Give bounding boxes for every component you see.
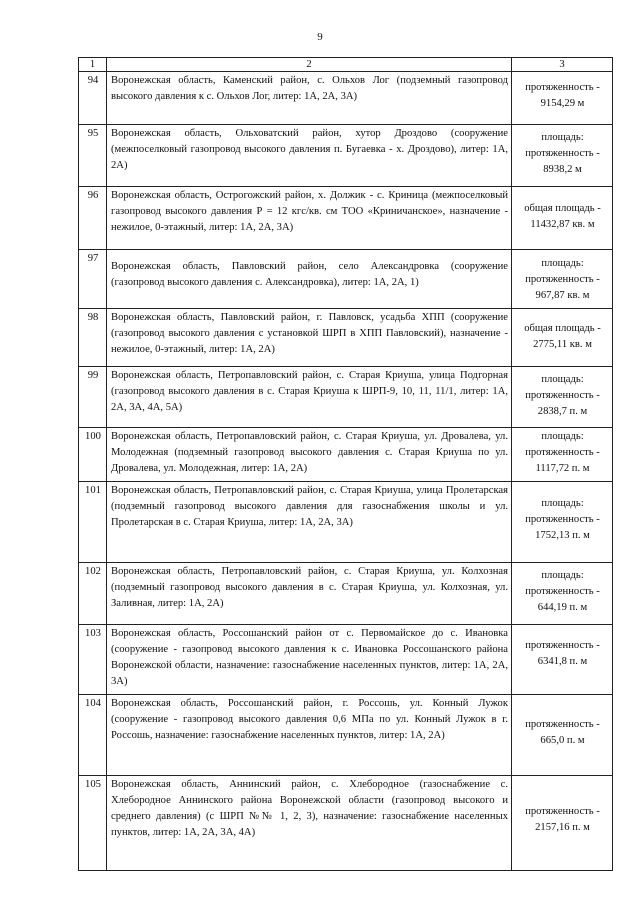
- measure-line: 644,19 п. м: [537, 602, 588, 613]
- table-header-row: [79, 58, 613, 72]
- row-number: 100: [79, 428, 107, 482]
- measure-line: протяженность -: [525, 274, 600, 285]
- row-number: 103: [79, 625, 107, 695]
- measure-line: площадь:: [541, 570, 584, 581]
- object-description: Воронежская область, Петропавловский район, с. Старая Криуша, ул. Дровалева, ул. Молодежная (подземный газопровод высокого давления с. Старая Криуша по ул. Дровалева, ул. Молодежная, литер: 1А, 2А): [107, 428, 512, 482]
- measure-line: протяженность -: [525, 390, 600, 401]
- object-measure: [512, 72, 613, 125]
- measure-line: протяженность -: [525, 640, 600, 651]
- table-row: [79, 309, 613, 367]
- table-row: [79, 428, 613, 482]
- object-measure: [512, 482, 613, 563]
- object-description: Воронежская область, Павловский район, село Александровка (сооружение (газопровод высокого давления с. Александровка), литер: 1А, 2А, 1): [107, 250, 512, 309]
- object-description: Воронежская область, Россошанский район от с. Первомайское до с. Ивановка (сооружение - газопровод высокого давления к с. Ивановка Россошанского района Воронежской области, назначение: газоснабжение населенных пунктов, литер: 1А, 2А, 3А): [107, 625, 512, 695]
- measure-line: протяженность -: [525, 719, 600, 730]
- column-header: 1: [79, 58, 107, 72]
- row-number: 99: [79, 367, 107, 428]
- table-row: [79, 367, 613, 428]
- measure-line: 665,0 п. м: [540, 735, 585, 746]
- object-measure: [512, 776, 613, 871]
- measure-line: протяженность -: [525, 586, 600, 597]
- object-measure: [512, 250, 613, 309]
- table-row: [79, 187, 613, 250]
- row-number: 98: [79, 309, 107, 367]
- measure-line: протяженность -: [525, 82, 600, 93]
- object-measure: [512, 563, 613, 625]
- measure-line: 9154,29 м: [540, 98, 585, 109]
- object-measure: [512, 187, 613, 250]
- row-number: 104: [79, 695, 107, 776]
- row-number: 105: [79, 776, 107, 871]
- object-description: Воронежская область, Петропавловский район, с. Старая Криуша, улица Пролетарская (подземный газопровод высокого давления для газоснабжения школы и ул. Пролетарская в с. Старая Криуша, литер: 1А, 2А, 3А): [107, 482, 512, 563]
- measure-line: общая площадь -: [524, 323, 601, 334]
- object-description: Воронежская область, Острогожский район, х. Должик - с. Криница (межпоселковый газопровод высокого давления Р = 12 кгс/кв. см ТОО «Криничанское», назначение - нежилое, 0-этажный, литер: 1А, 2А, 3А): [107, 187, 512, 250]
- measure-line: 1117,72 п. м: [535, 463, 590, 474]
- object-measure: [512, 625, 613, 695]
- object-measure: [512, 367, 613, 428]
- measure-line: 8938,2 м: [543, 164, 582, 175]
- object-measure: [512, 309, 613, 367]
- row-number: 102: [79, 563, 107, 625]
- row-number: 96: [79, 187, 107, 250]
- object-description: Воронежская область, Павловский район, г. Павловск, усадьба ХПП (сооружение (газопровод высокого давления с установкой ШРП в ХПП Павловский), назначение - нежилое, 0-этажный, литер: 1А, 2А): [107, 309, 512, 367]
- measure-line: 2838,7 п. м: [537, 406, 588, 417]
- table-row: [79, 625, 613, 695]
- page-number: 9: [317, 31, 323, 43]
- table-row: [79, 125, 613, 187]
- measure-line: общая площадь -: [524, 203, 601, 214]
- measure-line: 6341,8 п. м: [537, 656, 588, 667]
- object-description: Воронежская область, Каменский район, с. Ольхов Лог (подземный газопровод высокого давления к с. Ольхов Лог, литер: 1А, 2А, 3А): [107, 72, 512, 125]
- measure-line: площадь:: [541, 374, 584, 385]
- measure-line: площадь:: [541, 431, 584, 442]
- table-row: [79, 776, 613, 871]
- table-row: [79, 250, 613, 309]
- measure-line: площадь:: [541, 258, 584, 269]
- object-description: Воронежская область, Аннинский район, с. Хлебородное (газоснабжение с. Хлебородное Аннинского района Воронежской области (газопровод высокого и среднего давления) (с ШРП №№ 1, 2, 3), назначение: газоснабжение населенных пунктов, литер: 1А, 2А, 3А, 4А): [107, 776, 512, 871]
- object-description: Воронежская область, Россошанский район, г. Россошь, ул. Конный Лужок (сооружение - газопровод высокого давления 0,6 МПа по ул. Конный Лужок в г. Россошь, назначение: газоснабжение населенных пунктов, литер: 1А, 2А): [107, 695, 512, 776]
- measure-line: протяженность -: [525, 514, 600, 525]
- table-row: [79, 72, 613, 125]
- object-measure: [512, 428, 613, 482]
- row-number: 95: [79, 125, 107, 187]
- object-description: Воронежская область, Петропавловский район, с. Старая Криуша, улица Подгорная (газопровод высокого давления в с. Старая Криуша к ШРП-9, 10, 11, 11/1, литер: 1А, 2А, 3А, 4А, 5А): [107, 367, 512, 428]
- measure-line: площадь:: [541, 498, 584, 509]
- measure-line: 2775,11 кв. м: [533, 339, 592, 350]
- measure-line: площадь:: [541, 132, 584, 143]
- measure-line: 2157,16 п. м: [535, 822, 590, 833]
- measure-line: 967,87 кв. м: [535, 290, 590, 301]
- table-row: [79, 482, 613, 563]
- measure-line: протяженность -: [525, 447, 600, 458]
- column-header: 2: [107, 58, 512, 72]
- measure-line: протяженность -: [525, 806, 600, 817]
- object-description: Воронежская область, Ольховатский район, хутор Дроздово (сооружение (межпоселковый газопровод высокого давления п. Бугаевка - х. Дроздово), литер: 1А, 2А): [107, 125, 512, 187]
- table-row: [79, 563, 613, 625]
- row-number: 94: [79, 72, 107, 125]
- row-number: 101: [79, 482, 107, 563]
- object-measure: [512, 695, 613, 776]
- measure-line: 1752,13 п. м: [535, 530, 590, 541]
- table-row: [79, 695, 613, 776]
- row-number: 97: [79, 250, 107, 309]
- register-table: [78, 57, 613, 871]
- object-description: Воронежская область, Петропавловский район, с. Старая Криуша, ул. Колхозная (подземный газопровод высокого давления в с. Старая Криуша, ул. Колхозная, ул. Заливная, литер: 1А, 2А): [107, 563, 512, 625]
- measure-line: протяженность -: [525, 148, 600, 159]
- measure-line: 11432,87 кв. м: [530, 219, 595, 230]
- object-measure: [512, 125, 613, 187]
- column-header: 3: [512, 58, 613, 72]
